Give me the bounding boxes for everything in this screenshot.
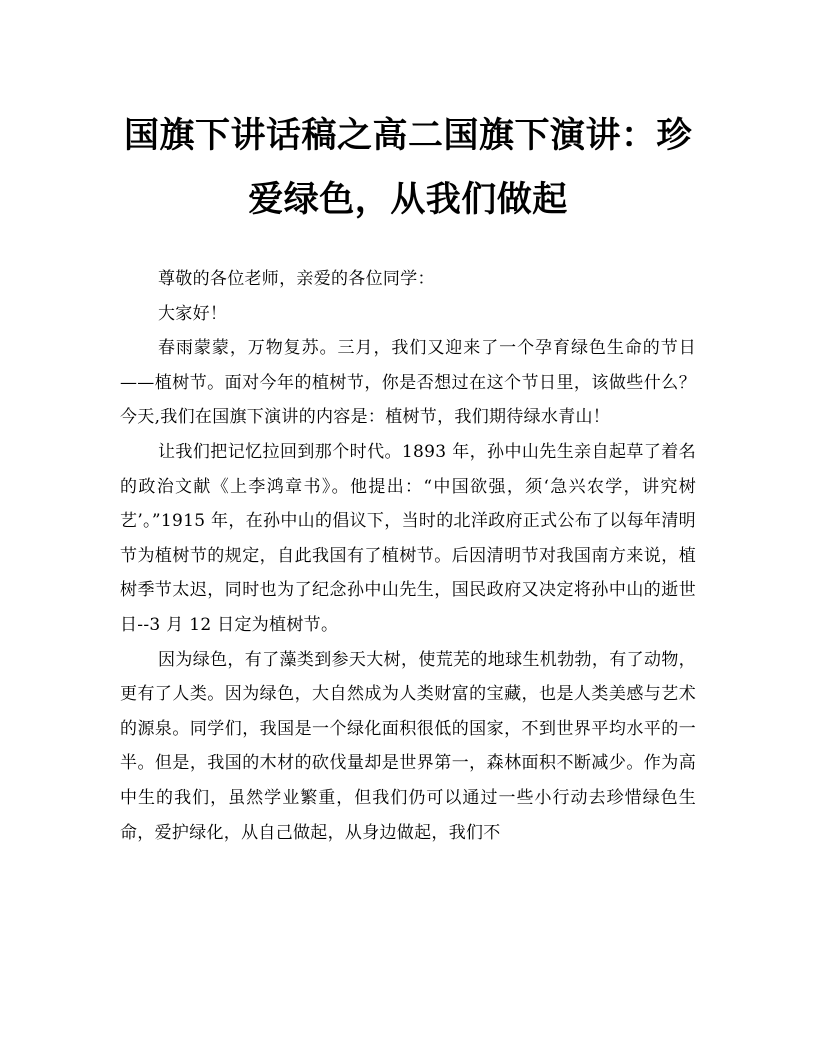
document-body (120, 262, 696, 850)
intro-paragraph: 春雨蒙蒙，万物复苏。三月，我们又迎来了一个孕育绿色生命的节日——植树节。面对今年的植树节，你是否想过在这个节日里，该做些什么？今天,我们在国旗下演讲的内容是：植树节，我们期待绿水青山！ (120, 338, 696, 428)
history-paragraph: 让我们把记忆拉回到那个时代。1893 年，孙中山先生亲自起草了着名的政治文献《上李鸿章书》。他提出：“中国欲强，须‘急兴农学，讲究树艺’。”1915 年，在孙中山的倡议下，当时的北洋政府正式公布了以每年清明节为植树节的规定，自此我国有了植树节。后因清明节对我国南方来说，植树季节太迟，同时也为了纪念孙中山先生，国民政府又决定将孙中山的逝世日--3 月 12 日定为植树节。 (120, 441, 696, 635)
document-title: 国旗下讲话稿之高二国旗下演讲：珍爱绿色，从我们做起 (123, 115, 692, 220)
green-paragraph: 因为绿色，有了藻类到参天大树，使荒芜的地球生机勃勃，有了动物，更有了人类。因为绿色，大自然成为人类财富的宝藏，也是人类美感与艺术的源泉。同学们，我国是一个绿化面积很低的国家，不到世界平均水平的一半。但是，我国的木材的砍伐量却是世界第一，森林面积不断减少。作为高中生的我们，虽然学业繁重，但我们仍可以通过一些小行动去珍惜绿色生命，爱护绿化，从自己做起，从身边做起，我们不 (120, 649, 696, 843)
greeting-paragraph: 尊敬的各位老师，亲爱的各位同学： (158, 269, 435, 289)
salutation-paragraph: 大家好！ (158, 303, 228, 324)
